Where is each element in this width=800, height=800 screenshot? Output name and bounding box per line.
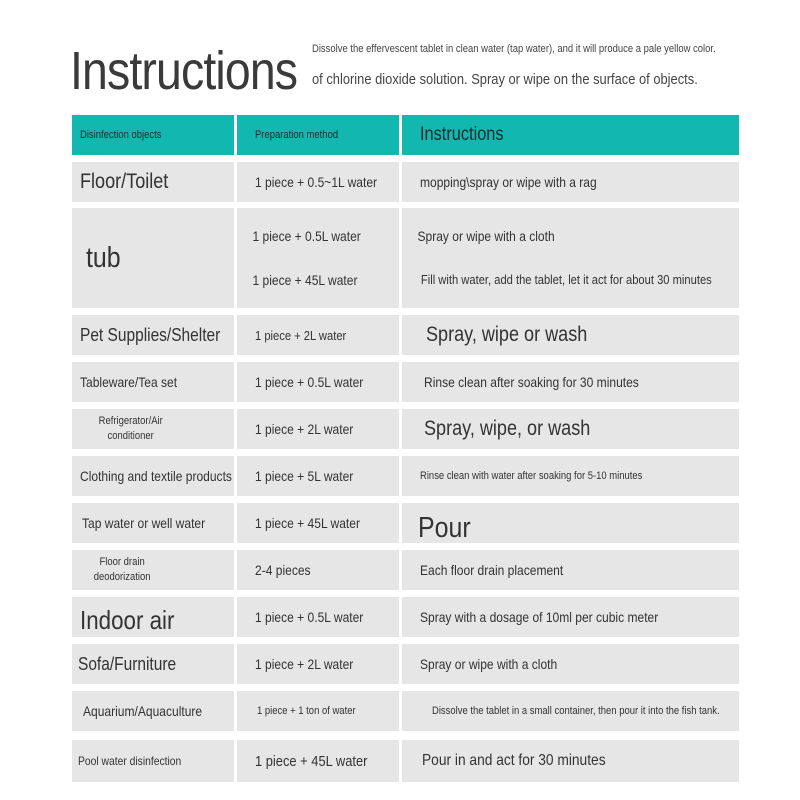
row-method: 1 piece + 45L water	[237, 740, 399, 782]
header-objects: Disinfection objects	[72, 115, 234, 155]
row-instructions: Pour in and act for 30 minutes	[402, 740, 739, 782]
row-method: 1 piece + 2L water	[237, 644, 399, 684]
row-instructions: mopping\spray or wipe with a rag	[402, 162, 739, 202]
row-method: 1 piece + 0.5L water 1 piece + 45L water	[237, 208, 399, 308]
row-object: Tap water or well water	[72, 503, 234, 543]
description-line-1: Dissolve the effervescent tablet in clean water (tap water), and it will produce a pale yellow color.	[312, 43, 716, 55]
row-method: 1 piece + 2L water	[237, 409, 399, 449]
row-object: Pet Supplies/Shelter	[72, 315, 234, 355]
header-instructions: Instructions	[402, 115, 739, 155]
row-method: 2-4 pieces	[237, 550, 399, 590]
instructions-table	[72, 115, 739, 785]
row-object: Pool water disinfection	[72, 740, 234, 782]
row-instructions: Pour	[402, 503, 739, 543]
row-method: 1 piece + 0.5L water	[237, 597, 399, 637]
row-method: 1 piece + 45L water	[237, 503, 399, 543]
row-method: 1 piece + 1 ton of water	[237, 691, 399, 731]
row-instructions: Spray or wipe with a cloth	[402, 644, 739, 684]
row-method: 1 piece + 0.5L water	[237, 362, 399, 402]
row-object: tub	[72, 208, 234, 308]
row-object: Tableware/Tea set	[72, 362, 234, 402]
header-method: Preparation method	[237, 115, 399, 155]
row-instructions: Spray or wipe with a cloth Fill with water, add the tablet, let it act for about 30 minutes	[402, 208, 739, 308]
row-instructions: Spray with a dosage of 10ml per cubic meter	[402, 597, 739, 637]
row-instructions: Dissolve the tablet in a small container, then pour it into the fish tank.	[402, 691, 739, 731]
row-instructions: Rinse clean with water after soaking for 5-10 minutes	[402, 456, 739, 496]
row-object: Indoor air	[72, 597, 234, 637]
row-object: Floor drain deodorization	[72, 550, 234, 590]
row-object: Clothing and textile products	[72, 456, 234, 496]
row-object: Sofa/Furniture	[72, 644, 234, 684]
row-object: Aquarium/Aquaculture	[72, 691, 234, 731]
row-method: 1 piece + 2L water	[237, 315, 399, 355]
row-object: Floor/Toilet	[72, 162, 234, 202]
row-instructions: Spray, wipe, or wash	[402, 409, 739, 449]
row-method: 1 piece + 5L water	[237, 456, 399, 496]
row-method: 1 piece + 0.5~1L water	[237, 162, 399, 202]
description-line-2: of chlorine dioxide solution. Spray or wipe on the surface of objects.	[312, 71, 698, 88]
row-instructions: Spray, wipe or wash	[402, 315, 739, 355]
row-object: Refrigerator/Air conditioner	[72, 409, 234, 449]
row-instructions: Rinse clean after soaking for 30 minutes	[402, 362, 739, 402]
row-instructions: Each floor drain placement	[402, 550, 739, 590]
page-title: Instructions	[70, 41, 298, 101]
